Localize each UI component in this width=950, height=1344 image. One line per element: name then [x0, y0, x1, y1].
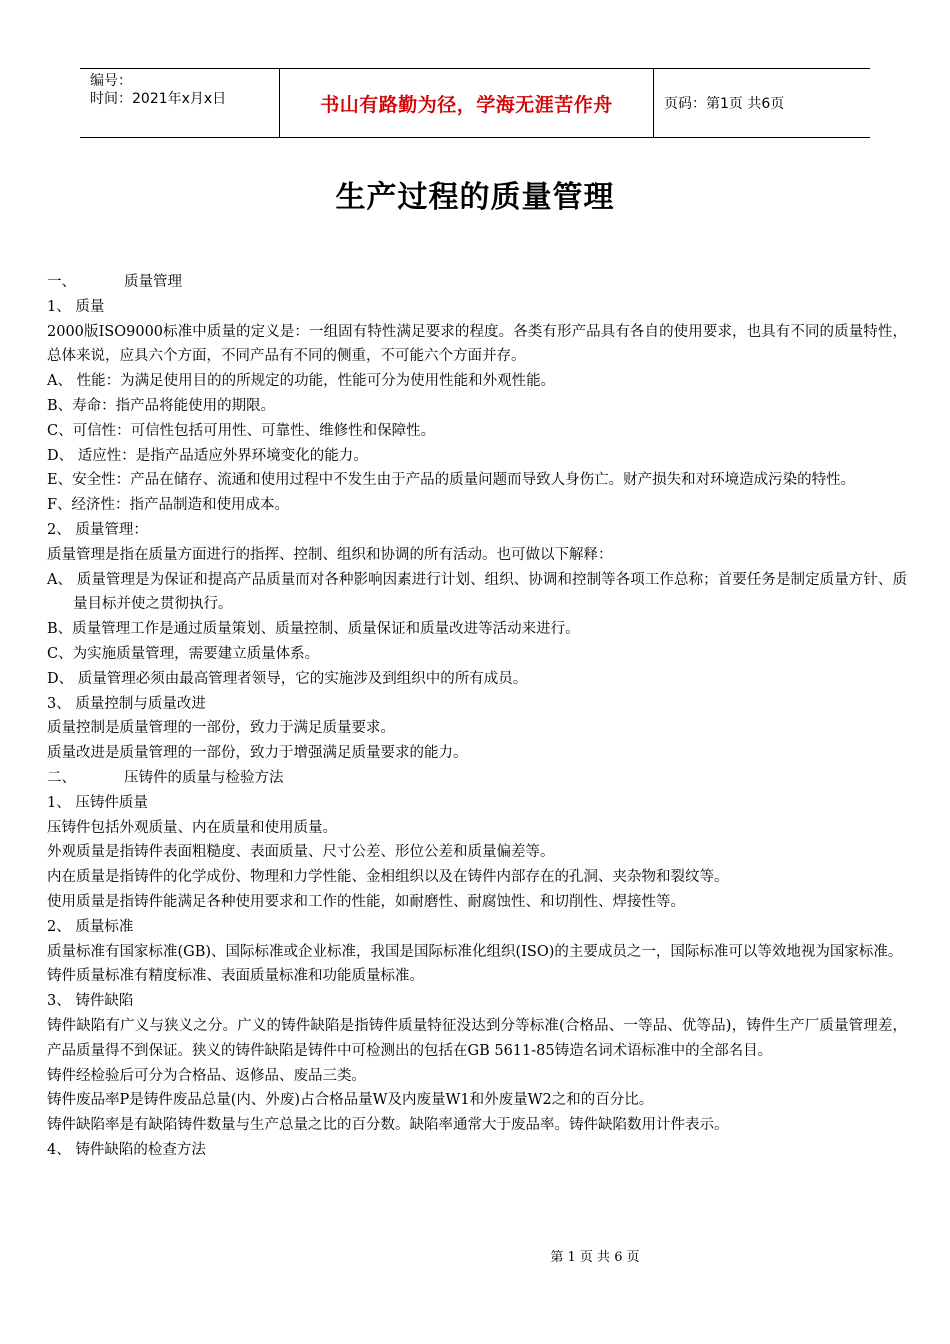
document-date: 时间：2021年x月x日 [90, 91, 227, 107]
body-paragraph: 1、 质量 [47, 298, 105, 315]
list-item: C、可信性：可信性包括可用性、可靠性、维修性和保障性。 [47, 422, 436, 439]
document-number-label: 编号： [90, 73, 132, 89]
header-meta [80, 69, 280, 137]
section-number: 二、 [47, 769, 76, 786]
section-heading [47, 270, 907, 295]
body-paragraph: 铸件缺陷有广义与狭义之分。广义的铸件缺陷是指铸件质量特征没达到分等标准(合格品、一等品、优等品)，铸件生产厂质量管理差，产品质量得不到保证。狭义的铸件缺陷是铸件中可检测出的包括在GB 5611-85铸造名词术语标准中的全部名目。 [47, 1017, 907, 1059]
body-paragraph: 2000版ISO9000标准中质量的定义是：一组固有特性满足要求的程度。各类有形产品具有各自的使用要求，也具有不同的质量特性，总体来说，应具六个方面，不同产品有不同的侧重，不可能六个方面并存。 [47, 323, 907, 365]
document-title: 生产过程的质量管理 [335, 180, 615, 215]
section-title: 压铸件的质量与检验方法 [124, 769, 284, 786]
header-page-info: 页码：第1页 共6页 [664, 96, 785, 112]
body-paragraph: 铸件经检验后可分为合格品、返修品、废品三类。 [47, 1067, 366, 1084]
body-paragraph: 压铸件包括外观质量、内在质量和使用质量。 [47, 819, 337, 836]
body-paragraph: 质量标准有国家标准(GB)、国际标准或企业标准，我国是国际标准化组织(ISO)的主要成员之一，国际标准可以等效地视为国家标准。 [47, 943, 903, 960]
list-item: C、为实施质量管理，需要建立质量体系。 [47, 645, 320, 662]
body-paragraph: 铸件质量标准有精度标准、表面质量标准和功能质量标准。 [47, 968, 424, 985]
body-paragraph: 质量控制是质量管理的一部份，致力于满足质量要求。 [47, 720, 395, 737]
page-footer: 第 1 页 共 6 页 [550, 1250, 640, 1265]
body-paragraph: 1、 压铸件质量 [47, 794, 148, 811]
document-body [47, 270, 907, 1163]
body-paragraph: 质量管理是指在质量方面进行的指挥、控制、组织和协调的所有活动。也可做以下解释： [47, 546, 613, 563]
list-item: B、质量管理工作是通过质量策划、质量控制、质量保证和质量改进等活动来进行。 [47, 621, 580, 638]
list-item: D、 质量管理必须由最高管理者领导，它的实施涉及到组织中的所有成员。 [47, 670, 528, 687]
body-paragraph: 铸件缺陷率是有缺陷铸件数量与生产总量之比的百分数。缺陷率通常大于废品率。铸件缺陷数用计件表示。 [47, 1117, 729, 1134]
list-item: A、 性能：为满足使用目的的所规定的功能，性能可分为使用性能和外观性能。 [47, 373, 556, 390]
list-item: B、寿命：指产品将能使用的期限。 [47, 397, 276, 414]
body-paragraph: 4、 铸件缺陷的检查方法 [47, 1141, 206, 1158]
list-item: F、经济性：指产品制造和使用成本。 [47, 497, 290, 514]
body-paragraph: 3、 质量控制与质量改进 [47, 695, 206, 712]
body-paragraph: 内在质量是指铸件的化学成份、物理和力学性能、金相组织以及在铸件内部存在的孔洞、夹杂物和裂纹等。 [47, 869, 729, 886]
body-paragraph: 2、 质量管理： [47, 521, 148, 538]
body-paragraph: 2、 质量标准 [47, 918, 134, 935]
list-item: E、安全性：产品在储存、流通和使用过程中不发生由于产品的质量问题而导致人身伤亡。财产损失和对环境造成污染的特性。 [47, 472, 856, 489]
body-paragraph: 使用质量是指铸件能满足各种使用要求和工作的性能，如耐磨性、耐腐蚀性、和切削性、焊接性等。 [47, 893, 685, 910]
section-title: 质量管理 [124, 274, 182, 290]
body-paragraph: 3、 铸件缺陷 [47, 993, 134, 1010]
document-header [80, 68, 870, 138]
body-paragraph: 质量改进是质量管理的一部份，致力于增强满足质量要求的能力。 [47, 745, 468, 762]
body-paragraph: 铸件废品率P是铸件废品总量(内、外废)占合格品量W及内废量W1和外废量W2之和的百分比。 [47, 1092, 654, 1109]
list-item: A、 质量管理是为保证和提高产品质量而对各种影响因素进行计划、组织、协调和控制等各项工作总称；首要任务是制定质量方针、质量目标并使之贯彻执行。 [47, 571, 907, 613]
list-item: D、 适应性：是指产品适应外界环境变化的能力。 [47, 447, 368, 464]
body-paragraph: 外观质量是指铸件表面粗糙度、表面质量、尺寸公差、形位公差和质量偏差等。 [47, 844, 555, 861]
section-number: 一、 [47, 274, 76, 290]
section-heading [47, 766, 907, 791]
header-motto: 书山有路勤为径，学海无涯苦作舟 [280, 69, 654, 137]
